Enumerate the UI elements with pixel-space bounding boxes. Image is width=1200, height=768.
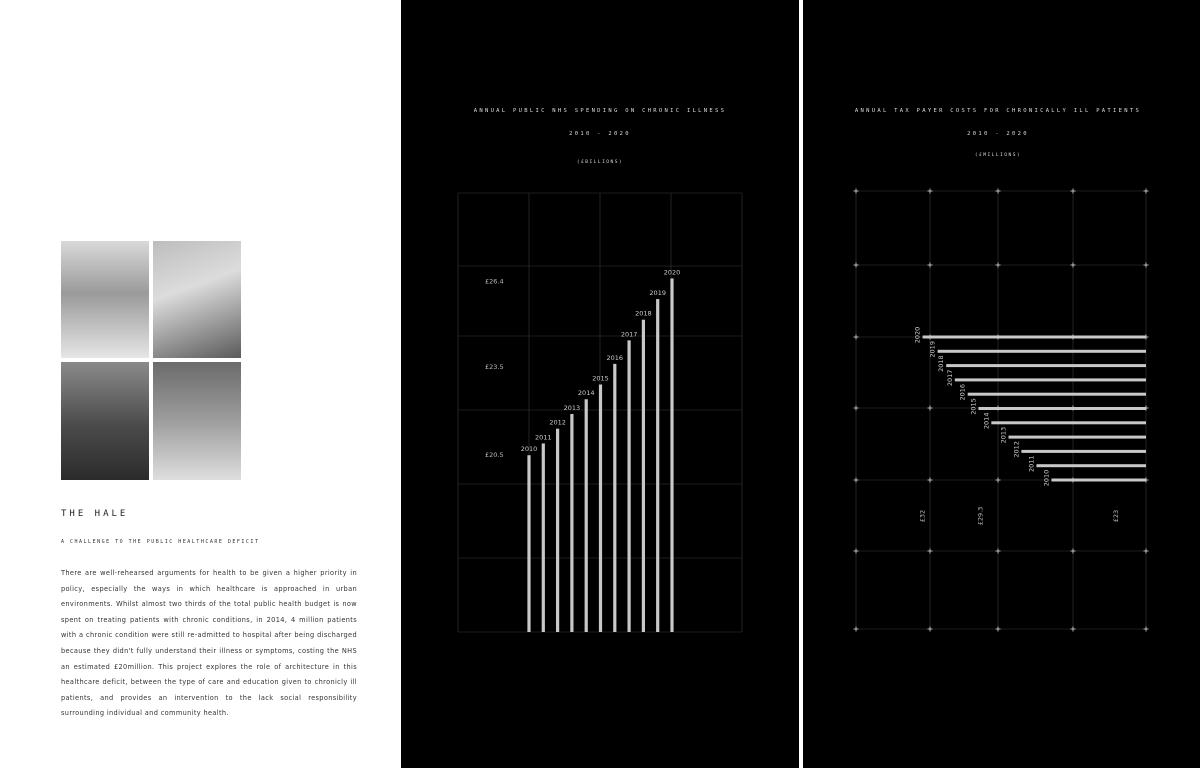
- bar-label-2020: 2020: [663, 268, 681, 277]
- x-tick-label: £29.3: [976, 506, 985, 526]
- bar-label-2016: 2016: [958, 383, 967, 401]
- chart-unit: (£MILLIONS): [974, 153, 1022, 158]
- project-subtitle: A CHALLENGE TO THE PUBLIC HEALTHCARE DEFICIT: [61, 539, 260, 545]
- project-panel: [0, 0, 401, 768]
- bar-2018: [642, 320, 645, 632]
- bar-label-2012: 2012: [1012, 441, 1021, 458]
- bar-2017: [628, 340, 631, 632]
- bar-2011: [1036, 464, 1146, 467]
- bar-2012: [556, 429, 559, 632]
- hospital-lounge-photo: [153, 241, 241, 358]
- bar-2010: [1051, 479, 1146, 482]
- x-tick-label: £23: [1111, 509, 1120, 523]
- bar-label-2013: 2013: [563, 403, 581, 412]
- bar-label-2011: 2011: [535, 433, 552, 442]
- taxpayer-costs-chart: [803, 0, 1200, 768]
- bar-2014: [991, 421, 1146, 424]
- bar-label-2013: 2013: [999, 426, 1008, 444]
- chart-unit: (£BILLIONS): [576, 160, 624, 165]
- chart-subtitle: 2010 - 2020: [967, 131, 1029, 137]
- bar-2016: [968, 393, 1146, 396]
- bar-2010: [527, 455, 530, 632]
- chart-title: ANNUAL TAX PAYER COSTS FOR CHRONICALLY ILL PATIENTS: [854, 108, 1142, 114]
- bar-2015: [599, 385, 602, 632]
- chart-subtitle: 2010 - 2020: [569, 131, 631, 137]
- hospital-corridor-photo: [61, 241, 149, 358]
- nhs-spending-chart-panel: [401, 0, 799, 768]
- bar-label-2016: 2016: [606, 353, 624, 362]
- bar-label-2019: 2019: [928, 341, 937, 358]
- bar-label-2019: 2019: [649, 289, 666, 298]
- y-tick-label: £26.4: [485, 277, 504, 286]
- bar-label-2017: 2017: [620, 330, 638, 339]
- x-tick-label: £32: [918, 509, 927, 523]
- hospital-motion-photo: [61, 362, 149, 480]
- nhs-spending-chart: [401, 0, 799, 768]
- bar-2016: [613, 364, 616, 632]
- bar-label-2014: 2014: [577, 389, 595, 398]
- bar-label-2012: 2012: [549, 418, 566, 427]
- bar-2012: [1021, 450, 1146, 453]
- bar-label-2014: 2014: [982, 412, 991, 430]
- bar-2020: [923, 336, 1146, 339]
- y-tick-label: £20.5: [485, 451, 504, 460]
- bar-label-2020: 2020: [913, 326, 922, 344]
- bar-2015: [978, 407, 1146, 410]
- bar-2011: [542, 443, 545, 632]
- bar-2014: [585, 399, 588, 632]
- taxpayer-costs-chart-panel: [803, 0, 1200, 768]
- bar-label-2018: 2018: [635, 309, 652, 318]
- bar-2018: [946, 364, 1146, 367]
- bar-label-2010: 2010: [1042, 469, 1051, 487]
- bar-2020: [670, 278, 673, 632]
- bar-label-2010: 2010: [520, 445, 538, 454]
- project-title: THE HALE: [61, 509, 129, 519]
- bar-2019: [938, 350, 1146, 353]
- bar-2013: [1009, 436, 1146, 439]
- bar-label-2018: 2018: [937, 355, 946, 372]
- chart-title: ANNUAL PUBLIC NHS SPENDING ON CHRONIC ILLNESS: [473, 108, 727, 114]
- bar-2017: [955, 378, 1146, 381]
- bar-2019: [656, 299, 659, 632]
- bar-label-2015: 2015: [592, 374, 609, 383]
- bar-2013: [570, 414, 573, 632]
- hospital-bed-photo: [153, 362, 241, 480]
- project-description: There are well-rehearsed arguments for health to be given a higher priority in policy, especially the ways in which healthcare is approached in urban environments. Whilst almost two thirds of the total public health budget is now spent on treating patients with chronic conditions, in 2014, 4 million patients with a chronic condition were still re-admitted to hospital after being discharged because they didn't fully understand their illness or symptoms, costing the NHS an estimated £20million. This project explores the role of architecture in this healthcare deficit, between the type of care and education given to chronicly ill patients, and provides an intervention to the lack social responsibility surrounding individual and community health.: [61, 569, 357, 718]
- bar-label-2017: 2017: [945, 369, 954, 387]
- bar-label-2011: 2011: [1027, 455, 1036, 472]
- y-tick-label: £23.5: [485, 362, 504, 371]
- bar-label-2015: 2015: [969, 398, 978, 415]
